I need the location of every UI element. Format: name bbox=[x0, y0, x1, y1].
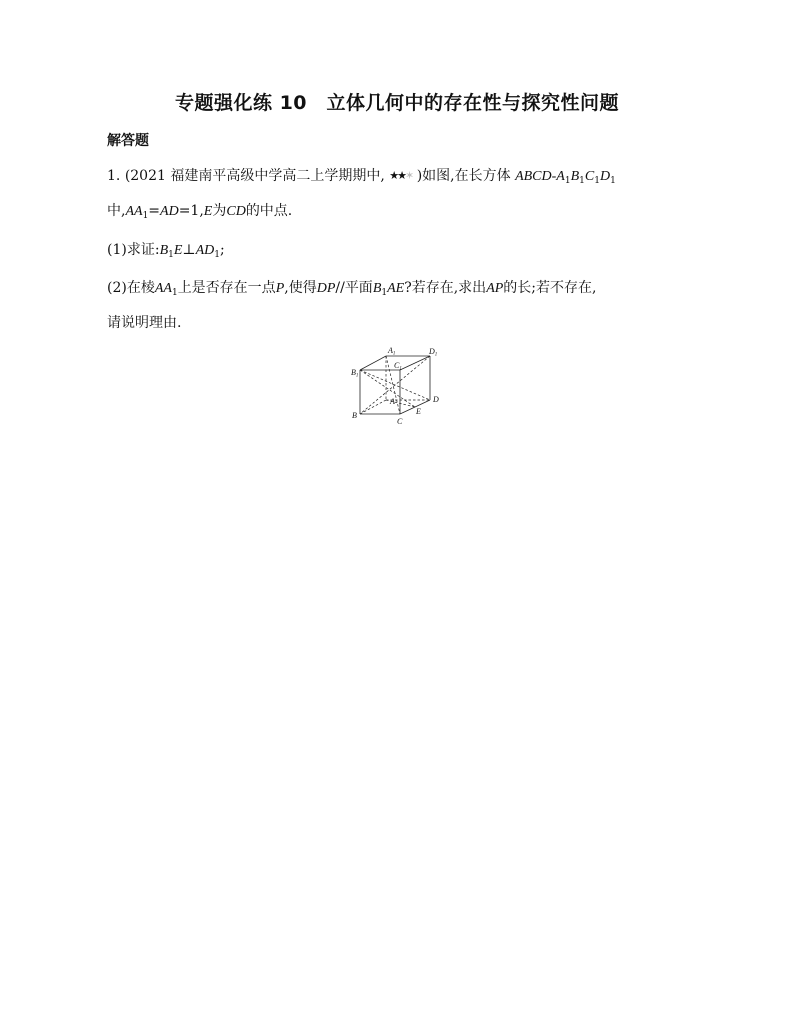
edge-c1-d1 bbox=[400, 356, 430, 370]
label-e: E bbox=[416, 407, 421, 416]
page-title: 专题强化练 10 立体几何中的存在性与探究性问题 bbox=[174, 92, 620, 114]
label-c1: C1 bbox=[394, 361, 402, 372]
section-heading: 解答题 bbox=[107, 133, 149, 149]
label-d: D bbox=[433, 395, 439, 404]
problem-part-2: (2)在棱$AA_1$上是否存在一点P,使得DP//平面$B_1AE$?若存在,求出AP的长;若不存在, bbox=[107, 280, 597, 298]
solid-name: ABCD-A bbox=[515, 169, 565, 184]
edge-b1-a1 bbox=[360, 356, 386, 370]
label-a: A bbox=[390, 397, 395, 406]
problem-source: (2021 福建南平高级中学高二上学期期中, bbox=[124, 168, 385, 184]
problem-line-2: 中$,AA_1=AD=1,E$为CD的中点. bbox=[107, 203, 293, 221]
segment-b1-e bbox=[360, 370, 415, 407]
problem-part-2-cont: 请说明理由. bbox=[107, 315, 182, 331]
problem-number: 1. bbox=[107, 168, 121, 184]
label-d1: D1 bbox=[429, 347, 438, 358]
hidden-edge-b-a bbox=[360, 400, 386, 414]
problem-source-close: )如图,在长方体 bbox=[416, 168, 511, 184]
cuboid-figure bbox=[346, 344, 454, 430]
problem-part-1: (1)求证$:B_1E\perp AD_1$; bbox=[107, 242, 225, 260]
label-b1: B1 bbox=[351, 368, 359, 379]
difficulty-stars-icon: ★★✶ bbox=[389, 169, 413, 182]
problem-line-1: 1. (2021 福建南平高级中学高二上学期期中, ★★✶ )如图,在长方体 ABCD-$A_1B_1C_1D_1$ bbox=[107, 168, 616, 186]
label-b: B bbox=[352, 411, 357, 420]
edge-c-d bbox=[400, 400, 430, 414]
label-c: C bbox=[397, 417, 403, 426]
label-a1: A1 bbox=[388, 346, 396, 357]
